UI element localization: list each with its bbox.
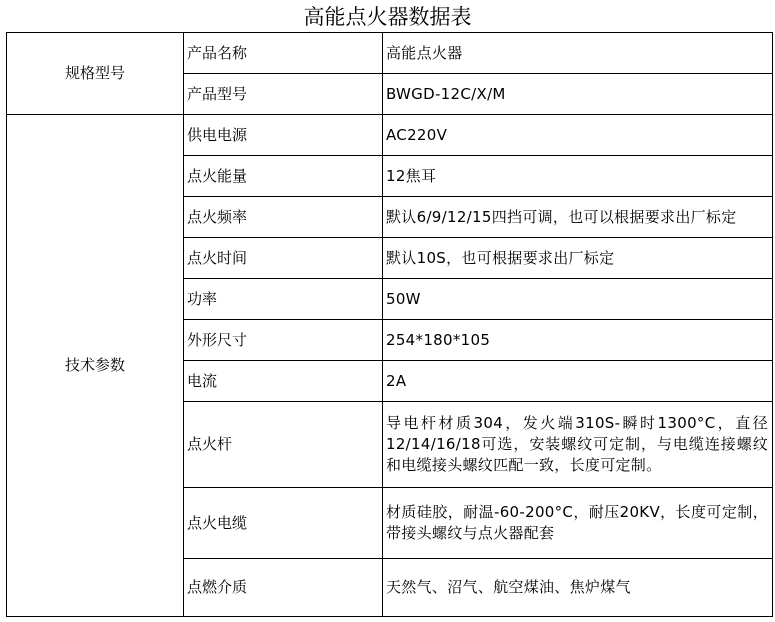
value-cell: 导电杆材质304，发火端310S-瞬时1300°C，直径12/14/16/18可选，安装螺纹可定制，与电缆连接螺纹和电缆接头螺纹匹配一致，长度可定制。 [383,402,773,488]
label-cell: 供电电源 [184,115,383,156]
table-row [7,33,773,74]
value-cell: 默认6/9/12/15四挡可调，也可以根据要求出厂标定 [383,197,773,238]
page-title: 高能点火器数据表 [303,5,472,29]
spec-table [6,32,773,617]
value-cell: 默认10S，也可根据要求出厂标定 [383,238,773,279]
label-cell: 外形尺寸 [184,320,383,361]
label-cell: 点燃介质 [184,559,383,617]
value-cell: 50W [383,279,773,320]
value-cell: 2A [383,361,773,402]
value-cell: 高能点火器 [383,33,773,74]
value-cell: 12焦耳 [383,156,773,197]
category-cell: 规格型号 [7,33,184,115]
label-cell: 电流 [184,361,383,402]
value-cell: AC220V [383,115,773,156]
label-cell: 点火电缆 [184,488,383,559]
value-cell: BWGD-12C/X/M [383,74,773,115]
label-cell: 产品名称 [184,33,383,74]
table-row [7,115,773,156]
label-cell: 点火时间 [184,238,383,279]
label-cell: 产品型号 [184,74,383,115]
label-cell: 点火能量 [184,156,383,197]
label-cell: 功率 [184,279,383,320]
label-cell: 点火杆 [184,402,383,488]
value-cell: 254*180*105 [383,320,773,361]
value-cell: 天然气、沼气、航空煤油、焦炉煤气 [383,559,773,617]
category-cell: 技术参数 [7,115,184,617]
value-cell: 材质硅胶，耐温-60-200°C，耐压20KV，长度可定制，带接头螺纹与点火器配套 [383,488,773,559]
label-cell: 点火频率 [184,197,383,238]
